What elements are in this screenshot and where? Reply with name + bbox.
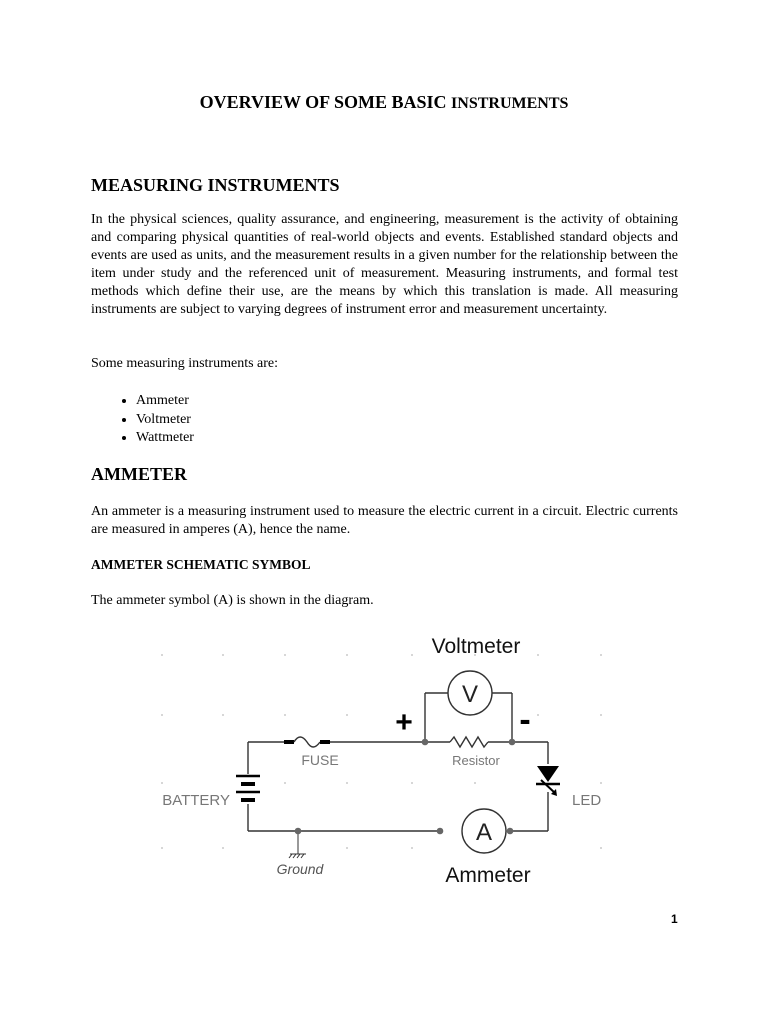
battery-symbol	[236, 776, 260, 800]
plus-sign: +	[395, 706, 413, 739]
fuse-symbol	[284, 737, 330, 747]
voltmeter-label: Voltmeter	[431, 635, 521, 658]
led-label: LED	[572, 792, 602, 809]
grid-dots	[161, 654, 602, 849]
measuring-paragraph: In the physical sciences, quality assurance, and engineering, measurement is the activity of obtaining and comparing physical quantities of real-world objects and events. Established standard objects and events are used as units, and the measurement results in a given number for the relationship between the item under study and the referenced unit of measurement. Measuring instruments, and formal test methods which define their use, are the means by which this translation is made. All measuring instruments are subject to varying degrees of instrument error and measurement uncertainty.	[91, 212, 678, 317]
ammeter-symbol-letter: A	[475, 819, 493, 846]
instrument-list	[113, 392, 194, 448]
ground-label: Ground	[276, 861, 324, 877]
title-main: OVERVIEW OF SOME BASIC	[199, 92, 447, 112]
list-item: • Ammeter	[136, 392, 194, 411]
list-item: • Voltmeter	[136, 411, 194, 430]
ammeter-symbol-text: The ammeter symbol (A) is shown in the diagram.	[91, 593, 374, 608]
resistor-symbol	[450, 737, 488, 747]
voltmeter-symbol-letter: V	[461, 681, 479, 708]
led-symbol	[536, 766, 560, 796]
ground-symbol	[289, 831, 306, 858]
fuse-label: FUSE	[301, 752, 339, 768]
circuit-diagram	[150, 628, 610, 898]
minus-sign: -	[519, 701, 531, 739]
title-tail: INSTRUMENTS	[451, 95, 569, 112]
list-item: • Wattmeter	[136, 429, 194, 448]
battery-label: BATTERY	[162, 792, 230, 809]
list-intro: Some measuring instruments are:	[91, 356, 279, 371]
ammeter-label: Ammeter	[445, 864, 531, 887]
section-heading-measuring-instruments: MEASURING INSTRUMENTS	[91, 175, 340, 195]
page-title	[0, 92, 768, 113]
ammeter-symbol-heading: AMMETER SCHEMATIC SYMBOL	[91, 557, 311, 572]
page-number: 1	[671, 912, 678, 926]
resistor-label: Resistor	[452, 753, 500, 768]
ammeter-paragraph: An ammeter is a measuring instrument used to measure the electric current in a circuit. Electric currents are measured in amperes (A), hence the name.	[91, 504, 678, 537]
section-heading-ammeter: AMMETER	[91, 464, 187, 484]
